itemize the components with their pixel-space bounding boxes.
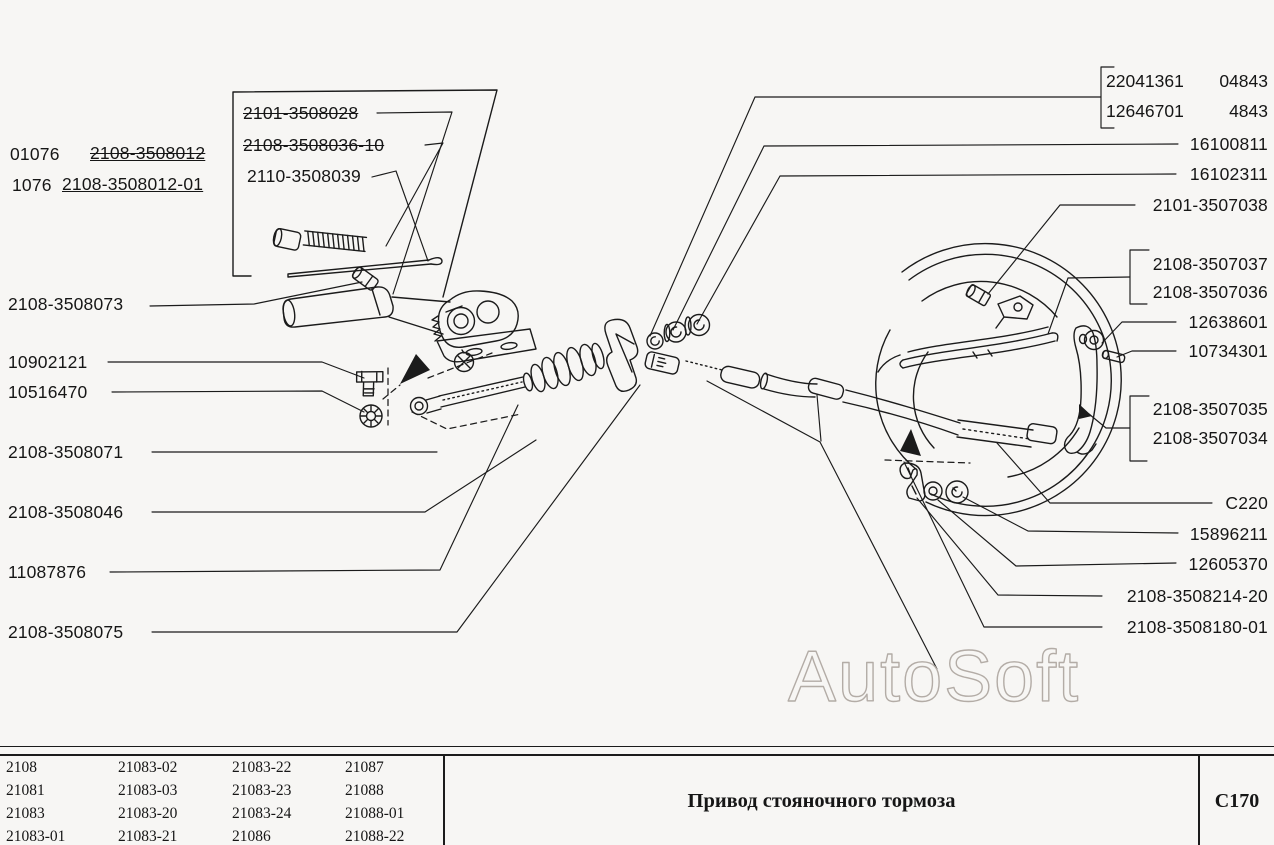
part-label-2108-3508036-10: 2108-3508036-10 xyxy=(243,135,385,155)
model-list xyxy=(6,759,465,845)
brake-backplate-drawing xyxy=(876,244,1121,516)
pawl-spring-drawing xyxy=(272,228,366,252)
construction-lines xyxy=(707,381,937,669)
model-cell: 21083-01 xyxy=(6,828,66,845)
label-brackets xyxy=(1101,67,1149,461)
part-label-2101-3508028: 2101-3508028 xyxy=(243,103,359,123)
alt-number-2: 2108-3508012-01 xyxy=(62,174,204,194)
model-cell: 21088 xyxy=(345,782,384,799)
part-label-10516470: 10516470 xyxy=(8,382,88,402)
part-label-16102311: 16102311 xyxy=(1189,164,1268,184)
model-cell: 21083-03 xyxy=(118,782,178,799)
alt-number-prefix-2: 1076 xyxy=(12,175,52,195)
diagram-title: Привод стояночного тормоза xyxy=(687,789,956,812)
part-label-2108-3507035: 2108-3507035 xyxy=(1152,399,1268,419)
model-cell: 21083 xyxy=(6,805,45,822)
model-cell: 21083-02 xyxy=(118,759,178,776)
part-label-15896211: 15896211 xyxy=(1189,524,1268,544)
part-label-2108-3507036: 2108-3507036 xyxy=(1152,282,1268,302)
part-label-2108-3508214-20: 2108-3508214-20 xyxy=(1126,586,1268,606)
part-label-12646701: 12646701 xyxy=(1106,101,1184,121)
spreader-bar-drawing xyxy=(878,327,1058,372)
model-cell: 21088-01 xyxy=(345,805,405,822)
part-label-22041361: 22041361 xyxy=(1106,71,1184,91)
part-label-2108-3507034: 2108-3507034 xyxy=(1152,428,1268,448)
model-cell: 21088-22 xyxy=(345,828,405,845)
part-label-4843: 4843 xyxy=(1229,101,1268,121)
diagram-code: С170 xyxy=(1214,789,1260,812)
model-cell: 2108 xyxy=(6,759,37,776)
model-cell: 21081 xyxy=(6,782,45,799)
install-arrow xyxy=(400,354,430,384)
part-label-16100811: 16100811 xyxy=(1189,134,1268,154)
leader-lines-left xyxy=(108,282,640,632)
footer-top-rule xyxy=(0,754,1274,756)
part-label-11087876: 11087876 xyxy=(8,562,87,582)
part-label-2108-3508046: 2108-3508046 xyxy=(8,502,124,522)
part-label-10734301: 10734301 xyxy=(1188,341,1268,361)
alt-number-prefix-1: 01076 xyxy=(10,144,60,164)
pawl-rod-drawing xyxy=(288,258,442,277)
part-label-pair-12646701 xyxy=(1106,101,1268,121)
rear-cable-drawing xyxy=(644,351,1057,447)
part-label-12638601: 12638601 xyxy=(1188,312,1268,332)
part-label-2108-3508073: 2108-3508073 xyxy=(8,294,124,314)
part-label-12605370: 12605370 xyxy=(1188,554,1268,574)
part-label-2108-3508071: 2108-3508071 xyxy=(8,442,124,462)
model-cell: 21083-21 xyxy=(118,828,178,845)
part-label-2108-3508075: 2108-3508075 xyxy=(8,622,124,642)
part-label-2110-3508039: 2110-3508039 xyxy=(247,166,361,186)
bolt-drawing xyxy=(354,369,384,398)
model-cell: 21083-24 xyxy=(232,805,292,822)
model-cell: 21083-22 xyxy=(232,759,292,776)
model-cell: 21083-23 xyxy=(232,782,292,799)
star-washer-drawing xyxy=(360,405,382,427)
footer-top-thin-rule xyxy=(0,746,1274,747)
handbrake-lever-drawing xyxy=(282,287,536,372)
part-label-c220: С220 xyxy=(1225,493,1268,513)
part-label-2108-3508180-01: 2108-3508180-01 xyxy=(1126,617,1268,637)
part-label-04843: 04843 xyxy=(1219,71,1268,91)
part-label-pair-22041361 xyxy=(1106,71,1268,91)
part-label-10902121: 10902121 xyxy=(8,352,88,372)
model-cell: 21087 xyxy=(345,759,384,776)
watermark-text: AutoSoft xyxy=(788,637,1081,717)
equalizer-drawing xyxy=(605,319,638,391)
alt-number-1: 2108-3508012 xyxy=(90,143,206,163)
model-cell: 21086 xyxy=(232,828,271,845)
part-label-2101-3507038: 2101-3507038 xyxy=(1152,195,1268,215)
model-cell: 21083-20 xyxy=(118,805,178,822)
part-label-2108-3507037: 2108-3507037 xyxy=(1152,254,1268,274)
shoe-lever-drawing xyxy=(1065,326,1098,454)
